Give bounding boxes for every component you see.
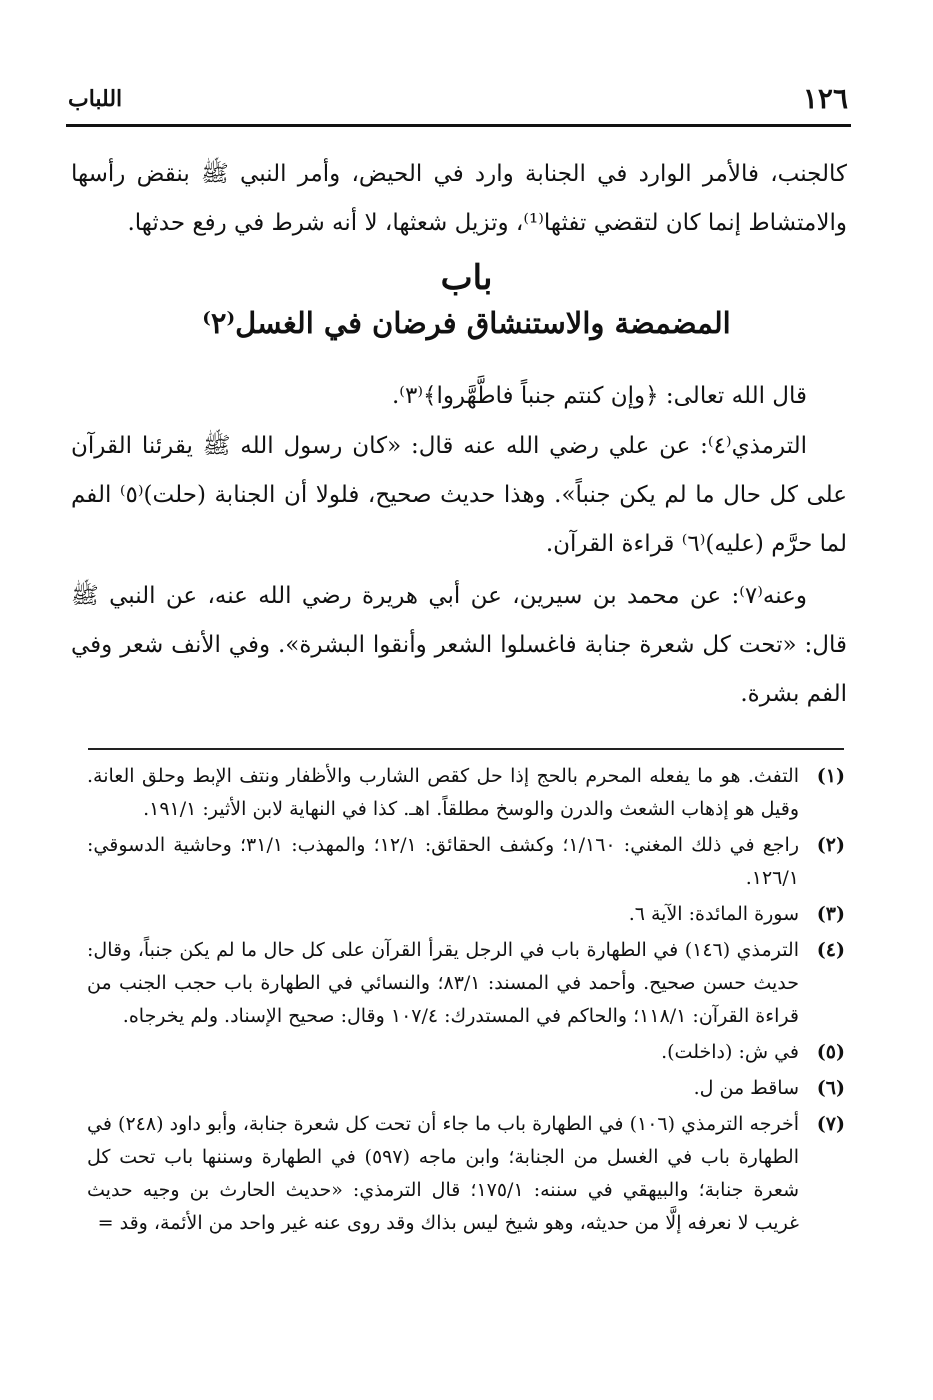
footnote — [87, 829, 845, 895]
footnote — [87, 1036, 845, 1069]
second-hadith-paragraph: وعنه⁽٧⁾: عن محمد بن سيرين، عن أبي هريرة رضي الله عنه، عن النبي ﷺ قال: «تحت كل شعرة جنابة فاغسلوا الشعر وأنقوا البشرة». وفي الأنف شعر وفي الفم بشرة. — [71, 583, 847, 707]
footnote — [87, 934, 845, 1033]
chapter-label: باب — [440, 258, 493, 298]
footnote-number: (٢) — [816, 834, 845, 856]
footnote-text: الترمذي (١٤٦) في الطهارة باب في الرجل يقرأ القرآن على كل حال ما لم يكن جنباً، وقال: حديث حسن صحيح. وأحمد في المسند: ٨٣/١؛ والنسائي في الطهارة باب حجب الجنب من قراءة القرآن: ١١٨/١؛ والحاكم في المستدرك: ١٠٧/٤ وقال: صحيح الإسناد. ولم يخرجاه. — [87, 939, 799, 1027]
chapter-title: المضمضة والاستنشاق فرضان في الغسل⁽٢⁾ — [202, 306, 731, 340]
header-divider — [66, 124, 851, 127]
footnote — [87, 1072, 845, 1105]
footnote-number: (٦) — [816, 1077, 845, 1099]
footnote-number: (٥) — [816, 1041, 845, 1063]
intro-paragraph: كالجنب، فالأمر الوارد في الجنابة وارد في الحيض، وأمر النبي ﷺ بنقض رأسها والامتشاط إنما كان لتقضي تفثها⁽¹⁾، وتزيل شعثها، لا أنه شرط في رفع حدثها. — [71, 161, 847, 236]
footnote-number: (١) — [816, 765, 845, 787]
footnote-text: التفث. هو ما يفعله المحرم بالحج إذا حل كقص الشارب والأظفار ونتف الإبط وحلق العانة. وقيل هو إذهاب الشعث والدرن والوسخ مطلقاً. اهـ. كذا في النهاية لابن الأثير: ١٩١/١. — [87, 765, 799, 820]
tirmidhi-hadith-paragraph: الترمذي⁽٤⁾: عن علي رضي الله عنه قال: «كان رسول الله ﷺ يقرئنا القرآن على كل حال ما لم يكن جنباً». وهذا حديث صحيح، فلولا أن الجنابة (حلت)⁽٥⁾ الفم لما حرَّم (عليه)⁽٦⁾ قراءة القرآن. — [71, 433, 847, 557]
footnote-text: ساقط من ل. — [693, 1077, 799, 1099]
footnote — [87, 1108, 845, 1240]
footnote — [87, 760, 845, 826]
footnotes — [87, 760, 845, 1243]
footnote-text: في ش: (داخلت). — [661, 1041, 799, 1063]
page-number: ١٢٦ — [802, 82, 848, 115]
footnote-divider — [88, 748, 844, 750]
footnote-number: (٤) — [816, 939, 845, 961]
running-title: اللباب — [68, 86, 123, 112]
page-header — [68, 78, 848, 122]
footnote-text: راجع في ذلك المغني: ١/١٦٠؛ وكشف الحقائق: ١٢/١؛ والمهذب: ٣١/١؛ وحاشية الدسوقي: ١٢٦/١. — [87, 834, 800, 889]
footnote-number: (٣) — [816, 903, 845, 925]
quran-verse-paragraph: قال الله تعالى: ﴿وإن كنتم جنباً فاطَّهَّروا﴾⁽٣⁾. — [391, 383, 807, 409]
footnote-number: (٧) — [816, 1113, 845, 1135]
footnote-text: سورة المائدة: الآية ٦. — [628, 903, 799, 925]
footnote — [87, 898, 845, 931]
footnote-text: أخرجه الترمذي (١٠٦) في الطهارة باب ما جاء أن تحت كل شعرة جنابة، وأبو داود (٢٤٨) في الطهارة باب في الغسل من الجنابة؛ وابن ماجه (٥٩٧) في الطهارة وسننها باب تحت كل شعرة جنابة؛ والبيهقي في سننه: ١٧٥/١؛ قال الترمذي: «حديث الحارث بن وجيه حديث غريب لا نعرفه إلَّا من حديثه، وهو شيخ ليس بذاك وقد روى عنه غير واحد من الأئمة، وقد = — [87, 1113, 799, 1234]
